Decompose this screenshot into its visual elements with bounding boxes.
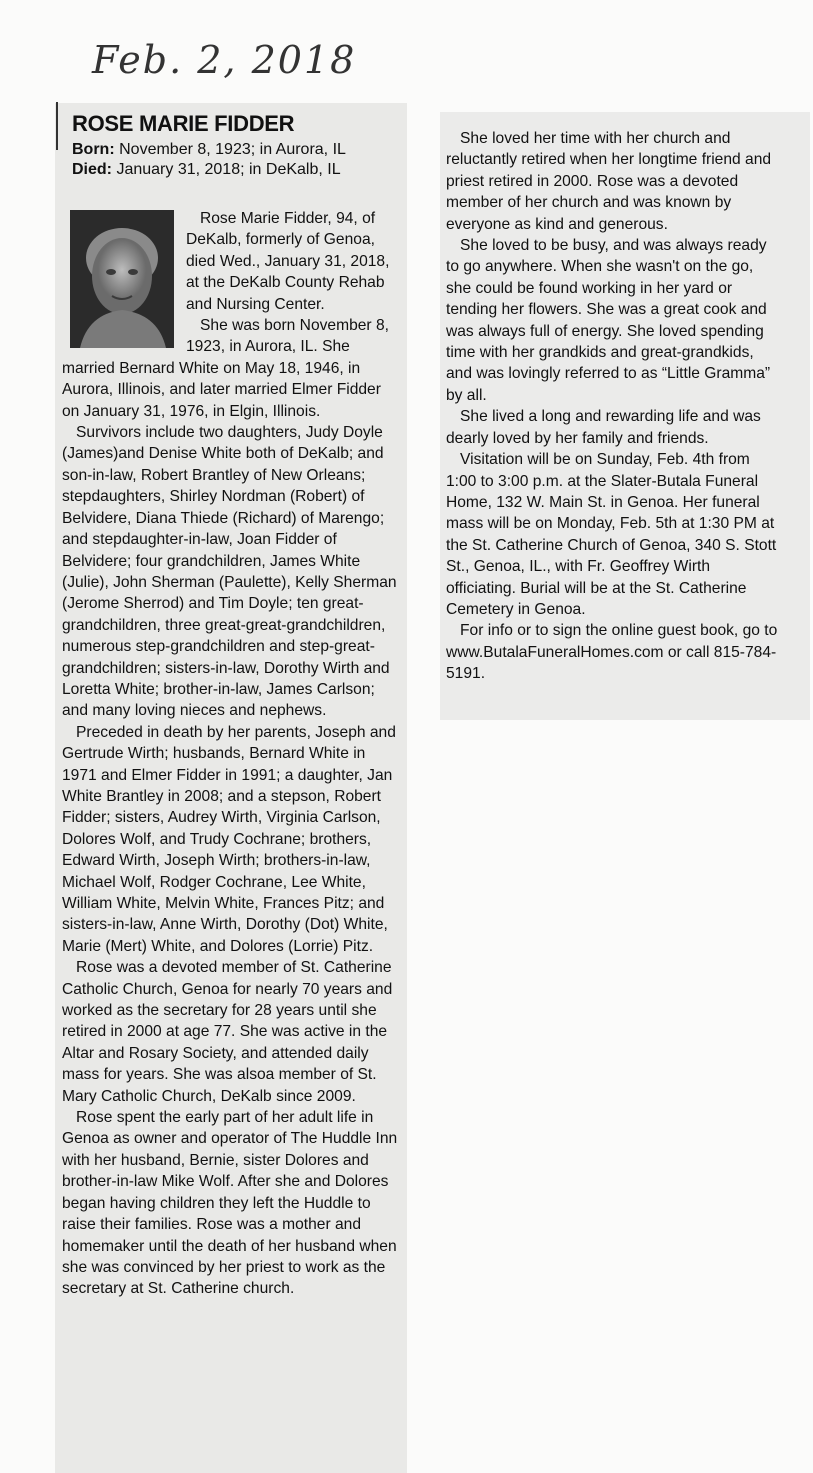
paragraph: She loved her time with her church and reluctantly retired when her longtime friend and priest retired in 2000. Rose was a devoted member of her church and was known by everyone as kind and generous. [446, 130, 772, 233]
obituary-name: ROSE MARIE FIDDER [72, 111, 295, 136]
paragraph: Rose spent the early part of her adult life in Genoa as owner and operator of The Huddle Inn with her husband, Bernie, sister Dolores and brother-in-law Mike Wolf. After she and Dolores began having children they left the Huddle to raise their families. Rose was a mother and homemaker until the death of her husband when she was convinced by her priest to work as the secretary at St. Catherine church. [62, 1109, 398, 1298]
paragraph: For info or to sign the online guest book, go to www.ButalaFuneralHomes.com or call 815-784-5191. [446, 622, 778, 683]
obituary-right-column [446, 128, 782, 685]
born-label: Born: [72, 141, 115, 158]
paragraph: Survivors include two daughters, Judy Doyle (James)and Denise White both of DeKalb; and son-in-law, Robert Brantley of New Orleans; stepdaughters, Shirley Nordman (Robert) of Belvidere, Diana Thiede (Richard) of Marengo; and stepdaughter-in-law, Joan Fidder of Belvidere; four grandchildren, James White (Julie), John Sherman (Paulette), Kelly Sherman (Jerome Sherrod) and Tim Doyle; ten great-grandchildren, three great-great-grandchildren, numerous step-grandchildren and step-great-grandchildren; sisters-in-law, Dorothy Wirth and Loretta White; brother-in-law, James Carlson; and many loving nieces and nephews. [62, 424, 397, 720]
died-value: January 31, 2018; in DeKalb, IL [116, 161, 341, 178]
died-label: Died: [72, 161, 112, 178]
portrait-photo [70, 210, 174, 348]
paragraph: Rose was a devoted member of St. Catherine Catholic Church, Genoa for nearly 70 years and worked as the secretary for 28 years until she retired in 2000 at age 77. She was active in the Altar and Rosary Society, and attended daily mass for years. She was alsoa member of St. Mary Catholic Church, DeKalb since 2009. [62, 959, 393, 1105]
column-rule [56, 102, 58, 150]
paragraph: Rose Marie Fidder, 94, of DeKalb, formerly of Genoa, died Wed., January 31, 2018, at the DeKalb County Rehab and Nursing Center. [186, 210, 390, 313]
died-line [72, 160, 400, 180]
obituary-left-column [62, 110, 400, 1300]
handwritten-date: Feb. 2, 2018 [92, 38, 357, 82]
paragraph: Visitation will be on Sunday, Feb. 4th from 1:00 to 3:00 p.m. at the Slater-Butala Funeral Home, 132 W. Main St. in Genoa. Her funeral mass will be on Monday, Feb. 5th at 1:30 PM at the St. Catherine Church of Genoa, 340 S. Stott St., Genoa, IL., with Fr. Geoffrey Wirth officiating. Burial will be at the St. Catherine Cemetery in Genoa. [446, 451, 777, 618]
paragraph: She lived a long and rewarding life and was dearly loved by her family and friends. [446, 408, 761, 447]
born-line [72, 140, 400, 160]
born-value: November 8, 1923; in Aurora, IL [119, 141, 346, 158]
paragraph: She was born November 8, 1923, in Aurora, IL. She married Bernard White on May 18, 1946, in Aurora, Illinois, and later married Elmer Fidder on January 31, 1976, in Elgin, Illinois. [62, 317, 389, 420]
paragraph: She loved to be busy, and was always ready to go anywhere. When she wasn't on the go, she could be found working in her yard or tending her flowers. She was a great cook and was always full of energy. She loved spending time with her grandkids and great-grandkids, and was lovingly referred to as “Little Gramma” by all. [446, 237, 771, 404]
paragraph: Preceded in death by her parents, Joseph and Gertrude Wirth; husbands, Bernard White in 1971 and Elmer Fidder in 1991; a daughter, Jan White Brantley in 2008; and a stepson, Robert Fidder; sisters, Audrey Wirth, Virginia Carlson, Dolores Wolf, and Trudy Cochrane; brothers, Edward Wirth, Joseph Wirth; brothers-in-law, Michael Wolf, Rodger Cochrane, Lee White, William White, Melvin White, Frances Pitz; and sisters-in-law, Anne Wirth, Dorothy (Dot) White, Marie (Mert) White, and Dolores (Lorrie) Pitz. [62, 723, 396, 955]
